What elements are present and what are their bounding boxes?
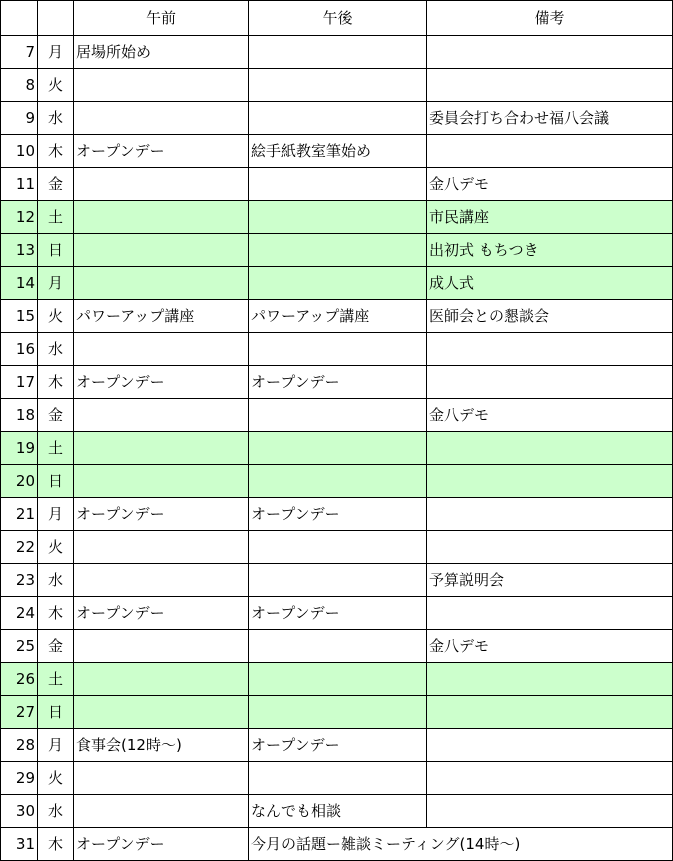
- afternoon-cell[interactable]: [249, 432, 427, 465]
- afternoon-cell[interactable]: オープンデー: [249, 498, 427, 531]
- table-row: [1, 399, 673, 432]
- afternoon-cell[interactable]: [249, 630, 427, 663]
- morning-cell[interactable]: [74, 663, 249, 696]
- morning-cell[interactable]: [74, 102, 249, 135]
- table-row: [1, 465, 673, 498]
- afternoon-cell[interactable]: [249, 267, 427, 300]
- afternoon-cell[interactable]: [249, 201, 427, 234]
- weekday-cell[interactable]: 月: [38, 267, 74, 300]
- date-cell[interactable]: 8: [1, 69, 38, 102]
- date-cell[interactable]: 24: [1, 597, 38, 630]
- morning-cell[interactable]: [74, 465, 249, 498]
- morning-cell[interactable]: [74, 201, 249, 234]
- date-cell[interactable]: 28: [1, 729, 38, 762]
- table-row: [1, 168, 673, 201]
- weekday-cell[interactable]: 月: [38, 498, 74, 531]
- morning-cell[interactable]: オープンデー: [74, 366, 249, 399]
- weekday-cell[interactable]: 土: [38, 663, 74, 696]
- morning-cell[interactable]: [74, 234, 249, 267]
- table-row: [1, 201, 673, 234]
- weekday-cell[interactable]: 金: [38, 168, 74, 201]
- morning-cell[interactable]: [74, 762, 249, 795]
- header-morning: 午前: [74, 1, 249, 36]
- date-cell[interactable]: 26: [1, 663, 38, 696]
- weekday-cell[interactable]: 月: [38, 36, 74, 69]
- morning-cell[interactable]: オープンデー: [74, 135, 249, 168]
- date-cell[interactable]: 30: [1, 795, 38, 828]
- date-cell[interactable]: 11: [1, 168, 38, 201]
- weekday-cell[interactable]: 日: [38, 234, 74, 267]
- notes-cell[interactable]: 成人式: [427, 267, 673, 300]
- weekday-cell[interactable]: 水: [38, 795, 74, 828]
- header-notes: 備考: [427, 1, 673, 36]
- header-date: [1, 1, 38, 36]
- afternoon-cell[interactable]: オープンデー: [249, 597, 427, 630]
- afternoon-cell[interactable]: [249, 531, 427, 564]
- date-cell[interactable]: 16: [1, 333, 38, 366]
- notes-cell[interactable]: [427, 597, 673, 630]
- morning-cell[interactable]: [74, 630, 249, 663]
- date-cell[interactable]: 13: [1, 234, 38, 267]
- weekday-cell[interactable]: 水: [38, 564, 74, 597]
- table-row: [1, 267, 673, 300]
- afternoon-cell[interactable]: 今月の話題ー雑談ミーティング(14時～): [249, 828, 673, 861]
- date-cell[interactable]: 9: [1, 102, 38, 135]
- notes-cell[interactable]: 医師会との懇談会: [427, 300, 673, 333]
- morning-cell[interactable]: [74, 432, 249, 465]
- morning-cell[interactable]: [74, 333, 249, 366]
- morning-cell[interactable]: [74, 69, 249, 102]
- notes-cell[interactable]: 市民講座: [427, 201, 673, 234]
- weekday-cell[interactable]: 火: [38, 762, 74, 795]
- weekday-cell[interactable]: 金: [38, 399, 74, 432]
- table-row: [1, 531, 673, 564]
- morning-cell[interactable]: オープンデー: [74, 828, 249, 861]
- table-row: [1, 729, 673, 762]
- date-cell[interactable]: 12: [1, 201, 38, 234]
- table-row: [1, 564, 673, 597]
- table-row: [1, 69, 673, 102]
- weekday-cell[interactable]: 火: [38, 531, 74, 564]
- notes-cell[interactable]: 金八デモ: [427, 399, 673, 432]
- table-row: [1, 597, 673, 630]
- weekday-cell[interactable]: 日: [38, 465, 74, 498]
- afternoon-cell[interactable]: [249, 762, 427, 795]
- notes-cell[interactable]: [427, 795, 673, 828]
- weekday-cell[interactable]: 月: [38, 729, 74, 762]
- notes-cell[interactable]: [427, 498, 673, 531]
- afternoon-cell[interactable]: オープンデー: [249, 729, 427, 762]
- notes-cell[interactable]: [427, 531, 673, 564]
- date-cell[interactable]: 17: [1, 366, 38, 399]
- afternoon-cell[interactable]: [249, 564, 427, 597]
- header-row: [1, 1, 673, 36]
- date-cell[interactable]: 23: [1, 564, 38, 597]
- afternoon-cell[interactable]: [249, 465, 427, 498]
- weekday-cell[interactable]: 火: [38, 300, 74, 333]
- afternoon-cell[interactable]: [249, 36, 427, 69]
- morning-cell[interactable]: 居場所始め: [74, 36, 249, 69]
- date-cell[interactable]: 7: [1, 36, 38, 69]
- afternoon-cell[interactable]: 絵手紙教室筆始め: [249, 135, 427, 168]
- afternoon-cell[interactable]: パワーアップ講座: [249, 300, 427, 333]
- notes-cell[interactable]: 金八デモ: [427, 630, 673, 663]
- notes-cell[interactable]: 金八デモ: [427, 168, 673, 201]
- weekday-cell[interactable]: 木: [38, 828, 74, 861]
- notes-cell[interactable]: [427, 366, 673, 399]
- date-cell[interactable]: 29: [1, 762, 38, 795]
- schedule-body: [1, 36, 673, 861]
- table-row: [1, 234, 673, 267]
- afternoon-cell[interactable]: オープンデー: [249, 366, 427, 399]
- weekday-cell[interactable]: 木: [38, 135, 74, 168]
- notes-cell[interactable]: 予算説明会: [427, 564, 673, 597]
- notes-cell[interactable]: [427, 663, 673, 696]
- table-row: [1, 795, 673, 828]
- weekday-cell[interactable]: 火: [38, 69, 74, 102]
- table-row: [1, 762, 673, 795]
- afternoon-cell[interactable]: [249, 696, 427, 729]
- date-cell[interactable]: 31: [1, 828, 38, 861]
- weekday-cell[interactable]: 日: [38, 696, 74, 729]
- notes-cell[interactable]: [427, 333, 673, 366]
- date-cell[interactable]: 10: [1, 135, 38, 168]
- morning-cell[interactable]: [74, 531, 249, 564]
- notes-cell[interactable]: 委員会打ち合わせ福八会議: [427, 102, 673, 135]
- table-row: [1, 135, 673, 168]
- morning-cell[interactable]: [74, 399, 249, 432]
- weekday-cell[interactable]: 水: [38, 102, 74, 135]
- morning-cell[interactable]: [74, 795, 249, 828]
- table-row: [1, 102, 673, 135]
- notes-cell[interactable]: [427, 432, 673, 465]
- date-cell[interactable]: 19: [1, 432, 38, 465]
- table-row: [1, 300, 673, 333]
- header-dow: [38, 1, 74, 36]
- afternoon-cell[interactable]: [249, 333, 427, 366]
- date-cell[interactable]: 25: [1, 630, 38, 663]
- morning-cell[interactable]: [74, 564, 249, 597]
- morning-cell[interactable]: [74, 267, 249, 300]
- weekday-cell[interactable]: 水: [38, 333, 74, 366]
- notes-cell[interactable]: [427, 762, 673, 795]
- morning-cell[interactable]: パワーアップ講座: [74, 300, 249, 333]
- notes-cell[interactable]: [427, 696, 673, 729]
- date-cell[interactable]: 14: [1, 267, 38, 300]
- date-cell[interactable]: 18: [1, 399, 38, 432]
- notes-cell[interactable]: 出初式 もちつき: [427, 234, 673, 267]
- table-row: [1, 630, 673, 663]
- table-row: [1, 828, 673, 861]
- morning-cell[interactable]: [74, 168, 249, 201]
- afternoon-cell[interactable]: なんでも相談: [249, 795, 427, 828]
- weekday-cell[interactable]: 金: [38, 630, 74, 663]
- date-cell[interactable]: 21: [1, 498, 38, 531]
- weekday-cell[interactable]: 木: [38, 597, 74, 630]
- morning-cell[interactable]: オープンデー: [74, 597, 249, 630]
- table-row: [1, 696, 673, 729]
- date-cell[interactable]: 15: [1, 300, 38, 333]
- morning-cell[interactable]: 食事会(12時～): [74, 729, 249, 762]
- morning-cell[interactable]: オープンデー: [74, 498, 249, 531]
- notes-cell[interactable]: [427, 69, 673, 102]
- afternoon-cell[interactable]: [249, 69, 427, 102]
- table-row: [1, 36, 673, 69]
- morning-cell[interactable]: [74, 696, 249, 729]
- notes-cell[interactable]: [427, 465, 673, 498]
- afternoon-cell[interactable]: [249, 399, 427, 432]
- weekday-cell[interactable]: 土: [38, 201, 74, 234]
- header-afternoon: 午後: [249, 1, 427, 36]
- date-cell[interactable]: 20: [1, 465, 38, 498]
- table-row: [1, 366, 673, 399]
- weekday-cell[interactable]: 木: [38, 366, 74, 399]
- notes-cell[interactable]: [427, 729, 673, 762]
- afternoon-cell[interactable]: [249, 102, 427, 135]
- table-row: [1, 333, 673, 366]
- notes-cell[interactable]: [427, 36, 673, 69]
- table-row: [1, 498, 673, 531]
- date-cell[interactable]: 22: [1, 531, 38, 564]
- table-row: [1, 663, 673, 696]
- date-cell[interactable]: 27: [1, 696, 38, 729]
- afternoon-cell[interactable]: [249, 663, 427, 696]
- afternoon-cell[interactable]: [249, 168, 427, 201]
- notes-cell[interactable]: [427, 135, 673, 168]
- weekday-cell[interactable]: 土: [38, 432, 74, 465]
- table-row: [1, 432, 673, 465]
- afternoon-cell[interactable]: [249, 234, 427, 267]
